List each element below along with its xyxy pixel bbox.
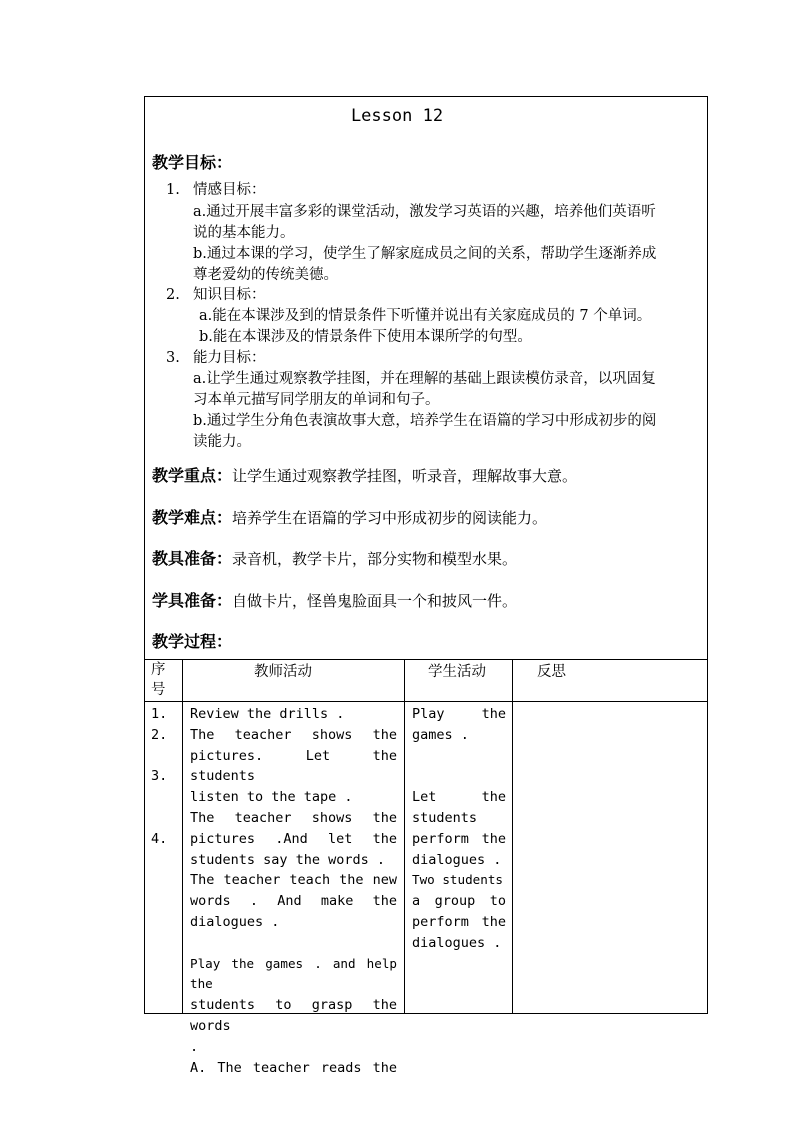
teaching-aids-label: 教具准备： (152, 549, 233, 568)
key-point-text: 让学生通过观察教学挂图，听录音，理解故事大意。 (232, 467, 578, 485)
lesson-title: Lesson 12 (350, 106, 444, 126)
teacher-activity-line: The teacher teach the new (190, 872, 397, 889)
student-activity-line: perform the (412, 830, 506, 847)
student-activity-line: games . (412, 726, 469, 743)
objective-1-line: b.通过本课的学习，使学生了解家庭成员之间的关系，帮助学生逐渐养成 (193, 246, 657, 262)
student-activity-line: students (412, 809, 478, 826)
teacher-activity-line: words . And make the (190, 893, 397, 910)
teacher-activity-line: students to grasp the words (190, 997, 397, 1034)
student-activity-line: Let the (412, 789, 506, 806)
process-heading: 教学过程： (152, 632, 233, 651)
objective-3-line: b.通过学生分角色表演故事大意，培养学生在语篇的学习中形成初步的阅 (193, 413, 657, 429)
header-student-activity: 学生活动 (428, 664, 486, 680)
teacher-activity-line: dialogues . (190, 913, 280, 930)
header-reflection: 反思 (537, 664, 566, 680)
seq-number: 2. (151, 727, 168, 743)
objective-2-line: a.能在本课涉及到的情景条件下听懂并说出有关家庭成员的 7 个单词。 (199, 308, 652, 324)
student-activity-blank (412, 766, 506, 787)
teacher-activity-line: Review the drills . (190, 706, 345, 722)
header-seq (151, 660, 175, 700)
objective-2-title: 知识目标： (193, 287, 266, 303)
student-activity-blank (412, 746, 506, 767)
table-col-divider (182, 659, 183, 1014)
header-teacher-activity: 教师活动 (254, 664, 312, 680)
teacher-activity-blank (190, 933, 397, 954)
student-activity-line: Play the (412, 706, 506, 722)
teaching-aids-text: 录音机，教学卡片，部分实物和模型水果。 (232, 550, 518, 568)
objective-1-line: 尊老爱幼的传统美德。 (193, 267, 338, 283)
objective-3-number: 3. (166, 350, 180, 366)
student-activity-line: perform the (412, 913, 506, 930)
difficulty-section (152, 505, 547, 528)
teacher-activity-line: Play the games . and help the (190, 955, 397, 992)
header-seq-line: 号 (151, 682, 166, 698)
objective-1-line: a.通过开展丰富多彩的课堂活动，激发学习英语的兴趣，培养他们英语听 (193, 204, 656, 220)
student-activity-line: Two students (412, 872, 503, 888)
objective-1-line: 说的基本能力。 (193, 225, 295, 241)
student-aids-text: 自做卡片，怪兽鬼脸面具一个和披风一件。 (232, 592, 518, 610)
objective-3-line: 习本单元描写同学朋友的单词和句子。 (193, 392, 440, 408)
table-col-divider (404, 659, 405, 1014)
table-top-border (144, 659, 708, 660)
table-header-divider (144, 701, 708, 702)
teacher-activity-line: pictures .And let the (190, 830, 397, 847)
student-aids-section (152, 588, 517, 611)
difficulty-label: 教学难点： (152, 508, 233, 527)
objective-3-line: a.让学生通过观察教学挂图，并在理解的基础上跟读模仿录音，以巩固复 (193, 371, 656, 387)
seq-number: 3. (151, 768, 168, 784)
teaching-aids-section (152, 546, 517, 569)
objective-3-title: 能力目标： (193, 350, 266, 366)
teacher-activity-line: pictures. Let the students (190, 747, 397, 785)
student-activity-cell (412, 704, 506, 954)
student-aids-label: 学具准备： (152, 591, 233, 610)
teacher-activity-line: The teacher shows the (190, 726, 397, 743)
student-activity-line: dialogues . (412, 851, 502, 868)
table-col-divider (512, 659, 513, 1014)
key-point-section (152, 463, 577, 486)
objective-3-line: 读能力。 (193, 434, 251, 450)
objective-2-number: 2. (166, 287, 180, 303)
teacher-activity-line: The teacher shows the (190, 809, 397, 826)
teacher-activity-line: . (190, 1038, 199, 1055)
header-seq-line: 序 (151, 662, 166, 678)
objective-1-title: 情感目标： (193, 182, 266, 198)
teacher-activity-line: A. The teacher reads the (190, 1059, 397, 1076)
student-activity-line: a group to (412, 893, 506, 910)
key-point-label: 教学重点： (152, 466, 233, 485)
teacher-activity-cell (190, 704, 397, 1078)
teacher-activity-line: students say the words . (190, 851, 386, 868)
teacher-activity-line: listen to the tape . (190, 789, 353, 806)
seq-number: 1. (151, 706, 168, 722)
objective-2-line: b.能在本课涉及的情景条件下使用本课所学的句型。 (199, 329, 532, 345)
difficulty-text: 培养学生在语篇的学习中形成初步的阅读能力。 (232, 509, 548, 527)
seq-number: 4. (151, 831, 168, 847)
objectives-heading: 教学目标： (152, 153, 233, 172)
student-activity-line: dialogues . (412, 934, 502, 951)
objective-1-number: 1. (166, 182, 180, 198)
